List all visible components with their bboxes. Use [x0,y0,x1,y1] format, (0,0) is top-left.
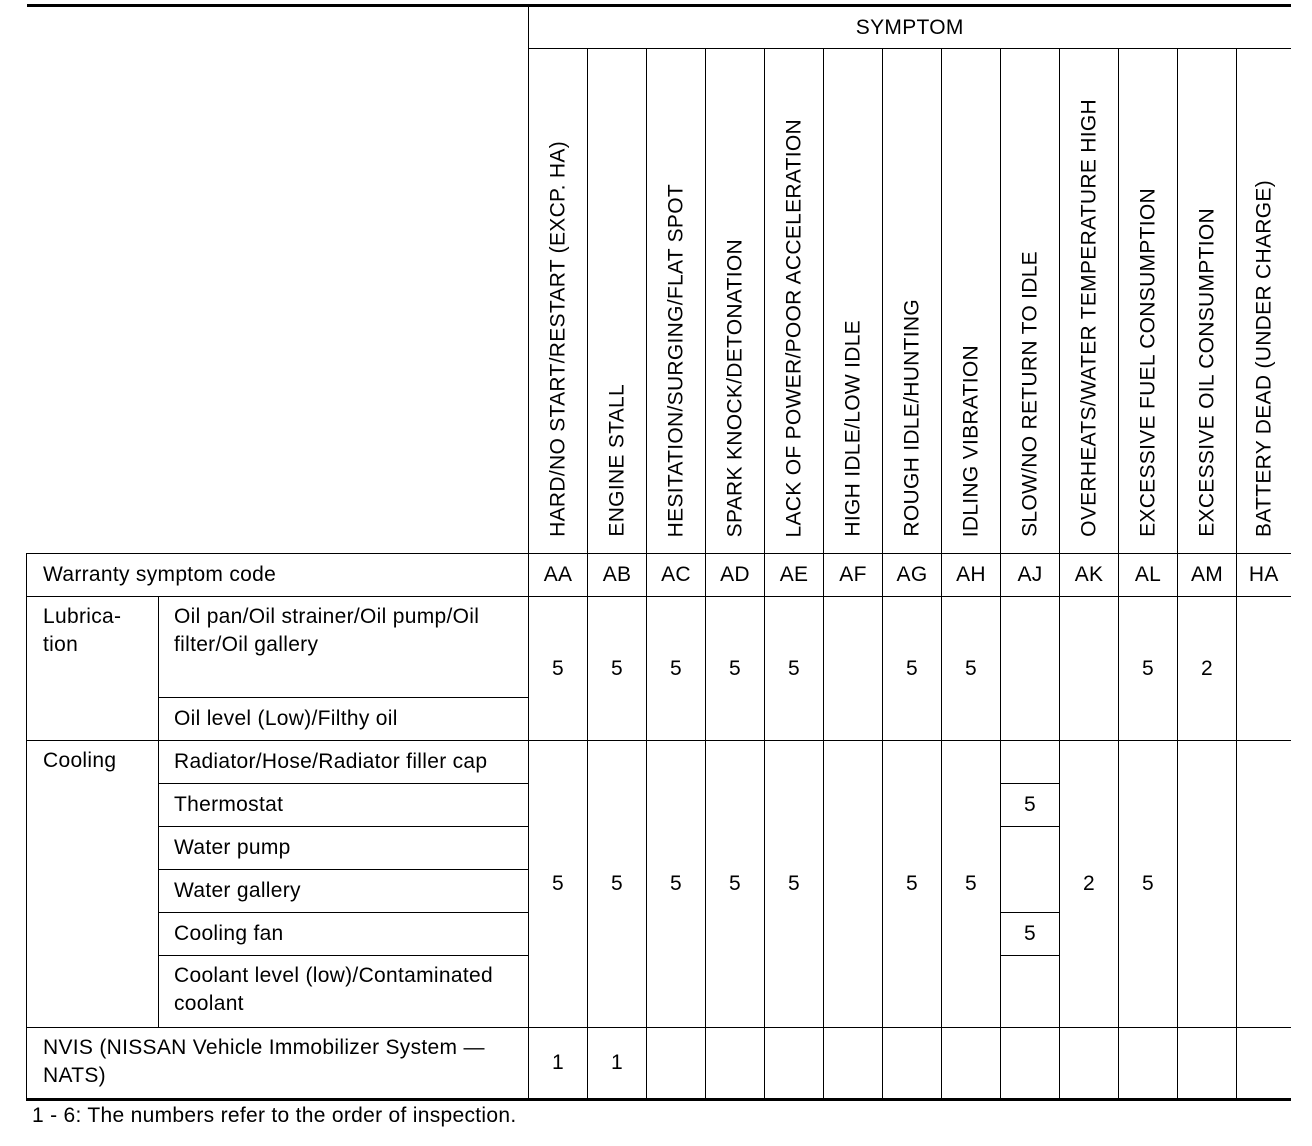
symptom-header-ag: ROUGH IDLE/HUNTING [883,49,942,554]
value-cell: 5 [765,741,824,1028]
value-cell [765,1028,824,1100]
value-cell [1001,597,1060,741]
value-cell [1237,597,1291,741]
value-cell [1001,956,1060,1028]
value-cell [1001,741,1060,784]
value-cell: 5 [588,597,647,741]
item-thermostat: Thermostat [159,784,529,827]
item-coolant-level: Coolant level (low)/Contaminated coolant [159,956,529,1028]
value-cell: 5 [706,597,765,741]
category-cooling: Cooling [27,741,159,1028]
footnote: 1 - 6: The numbers refer to the order of inspection. [32,1104,517,1127]
value-cell [883,1028,942,1100]
value-cell [706,1028,765,1100]
symptom-code: HA [1237,554,1291,597]
value-cell [942,1028,1001,1100]
value-cell: 5 [647,741,706,1028]
symptom-header-ha: BATTERY DEAD (UNDER CHARGE) [1237,49,1291,554]
value-cell [1001,827,1060,913]
symptom-code: AD [706,554,765,597]
symptom-code: AG [883,554,942,597]
symptom-header-ad: SPARK KNOCK/DETONATION [706,49,765,554]
symptom-code: AA [529,554,588,597]
value-cell: 5 [942,597,1001,741]
symptom-code: AH [942,554,1001,597]
value-cell [1178,1028,1237,1100]
value-cell: 5 [883,597,942,741]
symptom-header-al: EXCESSIVE FUEL CONSUMPTION [1119,49,1178,554]
symptom-code: AM [1178,554,1237,597]
symptom-header-aj: SLOW/NO RETURN TO IDLE [1001,49,1060,554]
value-cell: 5 [765,597,824,741]
value-cell: 1 [588,1028,647,1100]
item-water-pump: Water pump [159,827,529,870]
value-cell [1060,597,1119,741]
symptom-header-aa: HARD/NO START/RESTART (EXCP. HA) [529,49,588,554]
value-cell: 5 [883,741,942,1028]
item-oil-level: Oil level (Low)/Filthy oil [159,698,529,741]
symptom-code: AF [824,554,883,597]
symptom-header-ak: OVERHEATS/WATER TEMPERATURE HIGH [1060,49,1119,554]
diagnosis-matrix-table [26,4,1291,1101]
symptom-code: AL [1119,554,1178,597]
value-cell [1237,1028,1291,1100]
symptom-header: SYMPTOM [529,6,1291,49]
value-cell [1060,1028,1119,1100]
value-cell [824,1028,883,1100]
symptom-code: AB [588,554,647,597]
item-oil-pan: Oil pan/Oil strainer/Oil pump/Oil filter/Oil gallery [159,597,529,698]
symptom-header-ac: HESITATION/SURGING/FLAT SPOT [647,49,706,554]
value-cell [647,1028,706,1100]
value-cell [1119,1028,1178,1100]
value-cell: 5 [942,741,1001,1028]
value-cell: 5 [1001,913,1060,956]
value-cell: 5 [1119,597,1178,741]
symptom-code: AJ [1001,554,1060,597]
value-cell: 5 [1119,741,1178,1028]
value-cell [1001,1028,1060,1100]
value-cell: 2 [1060,741,1119,1028]
item-water-gallery: Water gallery [159,870,529,913]
symptom-header-ab: ENGINE STALL [588,49,647,554]
item-radiator: Radiator/Hose/Radiator filler cap [159,741,529,784]
symptom-code: AC [647,554,706,597]
item-cooling-fan: Cooling fan [159,913,529,956]
header-blank-cell [27,6,529,554]
symptom-header-ah: IDLING VIBRATION [942,49,1001,554]
category-lubrication: Lubrica- tion [27,597,159,741]
symptom-header-af: HIGH IDLE/LOW IDLE [824,49,883,554]
value-cell [1237,741,1291,1028]
value-cell [824,597,883,741]
value-cell [1178,741,1237,1028]
value-cell: 2 [1178,597,1237,741]
warranty-code-label: Warranty symptom code [27,554,529,597]
symptom-header-am: EXCESSIVE OIL CONSUMPTION [1178,49,1237,554]
symptom-code: AK [1060,554,1119,597]
symptom-code: AE [765,554,824,597]
nvis-label: NVIS (NISSAN Vehicle Immobilizer System — NATS) [27,1028,529,1100]
value-cell [824,741,883,1028]
value-cell: 5 [588,741,647,1028]
value-cell: 5 [706,741,765,1028]
value-cell: 5 [1001,784,1060,827]
value-cell: 5 [529,741,588,1028]
value-cell: 1 [529,1028,588,1100]
symptom-header-ae: LACK OF POWER/POOR ACCELERATION [765,49,824,554]
value-cell: 5 [529,597,588,741]
value-cell: 5 [647,597,706,741]
